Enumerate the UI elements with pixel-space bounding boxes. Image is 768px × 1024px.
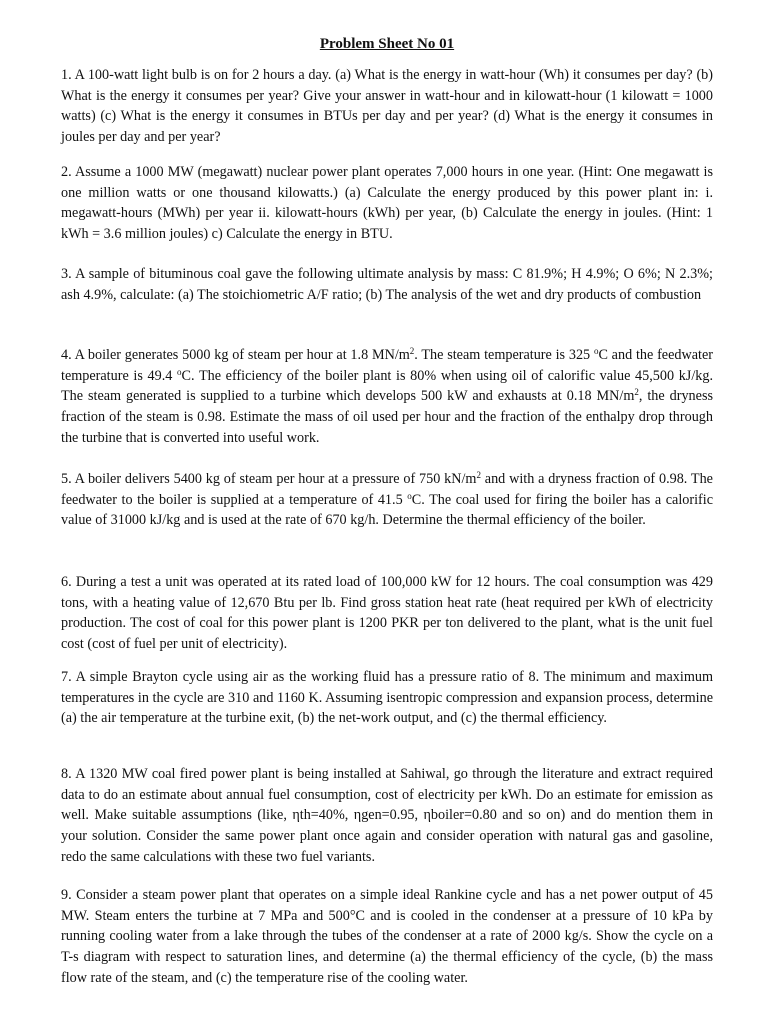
problem-3 xyxy=(61,264,713,305)
problem-9 xyxy=(61,885,713,989)
problem-6 xyxy=(61,572,713,655)
problem-text: 5. A boiler delivers 5400 kg of steam per hour at a pressure of 750 kN/m xyxy=(61,471,477,487)
problem-text: 6. During a test a unit was operated at its rated load of 100,000 kW for 12 hours. The coal consumption was 429 tons, with a heating value of 12,670 Btu per lb. Find gross station heat rate (heat required per kWh of electricity production. The cost of coal for this power plant is 1200 PKR per ton delivered to the plant, what is the unit fuel cost (cost of fuel per unit of electricity). xyxy=(61,574,713,653)
superscript: 2 xyxy=(476,470,481,480)
problem-text: C and the feedwater temperature is 49.4 xyxy=(61,347,713,384)
problem-text: , the dryness fraction of the steam is 0.98. Estimate the mass of oil used per hour and the fraction of the enthalpy drop through the turbine that is converted into useful work. xyxy=(61,388,713,446)
problem-text: 9. Consider a steam power plant that operates on a simple ideal Rankine cycle and has a net power output of 45 MW. Steam enters the turbine at 7 MPa and 500°C and is cooled in the condenser at a pressure of 10 kPa by running cooling water from a lake through the tubes of the condenser at a rate of 2000 kg/s. Show the cycle on a T-s diagram with respect to saturation lines, and determine (a) the thermal efficiency of the cycle, (b) the mass flow rate of the steam, and (c) the temperature rise of the cooling water. xyxy=(61,887,713,986)
problem-2 xyxy=(61,162,713,245)
problem-1 xyxy=(61,65,713,148)
sheet-title: Problem Sheet No 01 xyxy=(319,36,455,52)
problem-7 xyxy=(61,667,713,729)
problem-sheet xyxy=(61,34,713,986)
superscript: o xyxy=(177,366,182,377)
problem-text: . The steam temperature is 325 xyxy=(414,347,594,363)
superscript: o xyxy=(407,490,412,501)
problem-5 xyxy=(61,469,713,531)
problem-text: and with a dryness fraction of 0.98. The feedwater to the boiler is supplied at a temperature of 41.5 xyxy=(61,471,713,508)
problem-8 xyxy=(61,764,713,868)
problem-text: C. The coal used for firing the boiler has a calorific value of 31000 kJ/kg and is used at the rate of 670 kg/h. Determine the thermal efficiency of the boiler. xyxy=(61,491,713,529)
problem-text: 3. A sample of bituminous coal gave the following ultimate analysis by mass: C 81.9%; H 4.9%; O 6%; N 2.3%; ash 4.9%, calculate: (a) The stoichiometric A/F ratio; (b) The analysis of the wet and dry products of combustion xyxy=(61,266,713,303)
problem-text: 8. A 1320 MW coal fired power plant is being installed at Sahiwal, go through the literature and extract required data to do an estimate about annual fuel consumption, cost of electricity per kWh. Do an estimate for emission as well. Make suitable assumptions (like, ηth=40%, ηgen=0.95, ηboiler=0.80 and so on) and do mention them in your solution. Consider the same power plant once again and consider operation with natural gas and gasoline, redo the same calculations with these two fuel variants. xyxy=(61,766,713,865)
problem-text: 7. A simple Brayton cycle using air as the working fluid has a pressure ratio of 8. The minimum and maximum temperatures in the cycle are 310 and 1160 K. Assuming isentropic compression and expansion process, determine (a) the air temperature at the turbine exit, (b) the net-work output, and (c) the thermal efficiency. xyxy=(61,669,713,727)
problem-text: 4. A boiler generates 5000 kg of steam per hour at 1.8 MN/m xyxy=(61,347,410,363)
superscript: 2 xyxy=(634,387,639,398)
problem-4 xyxy=(61,345,713,449)
superscript: 2 xyxy=(409,346,415,356)
problem-text: C. The efficiency of the boiler plant is 80% when using oil of calorific value 45,500 kJ/kg. The steam generated is supplied to a turbine which develops 500 kW and exhausts at 0.18 MN/m xyxy=(61,367,713,405)
problem-text: 2. Assume a 1000 MW (megawatt) nuclear power plant operates 7,000 hours in one year. (Hint: One megawatt is one million watts or one thousand kilowatts.) (a) Calculate the energy produced by this power plant in: i. megawatt-hours (MWh) per year ii. kilowatt-hours (kWh) per year, (b) Calculate the energy in joules. (Hint: 1 kWh = 3.6 million joules) c) Calculate the energy in BTU. xyxy=(61,164,713,243)
superscript: o xyxy=(593,346,599,356)
problem-text: 1. A 100-watt light bulb is on for 2 hours a day. (a) What is the energy in watt-hour (Wh) it consumes per day? (b) What is the energy it consumes per year? Give your answer in watt-hour and in kilowatt-hour (1 kilowatt = 1000 watts) (c) What is the energy it consumes in BTUs per day and per year? (d) What is the energy it consumes in joules per day and per year? xyxy=(61,67,713,146)
